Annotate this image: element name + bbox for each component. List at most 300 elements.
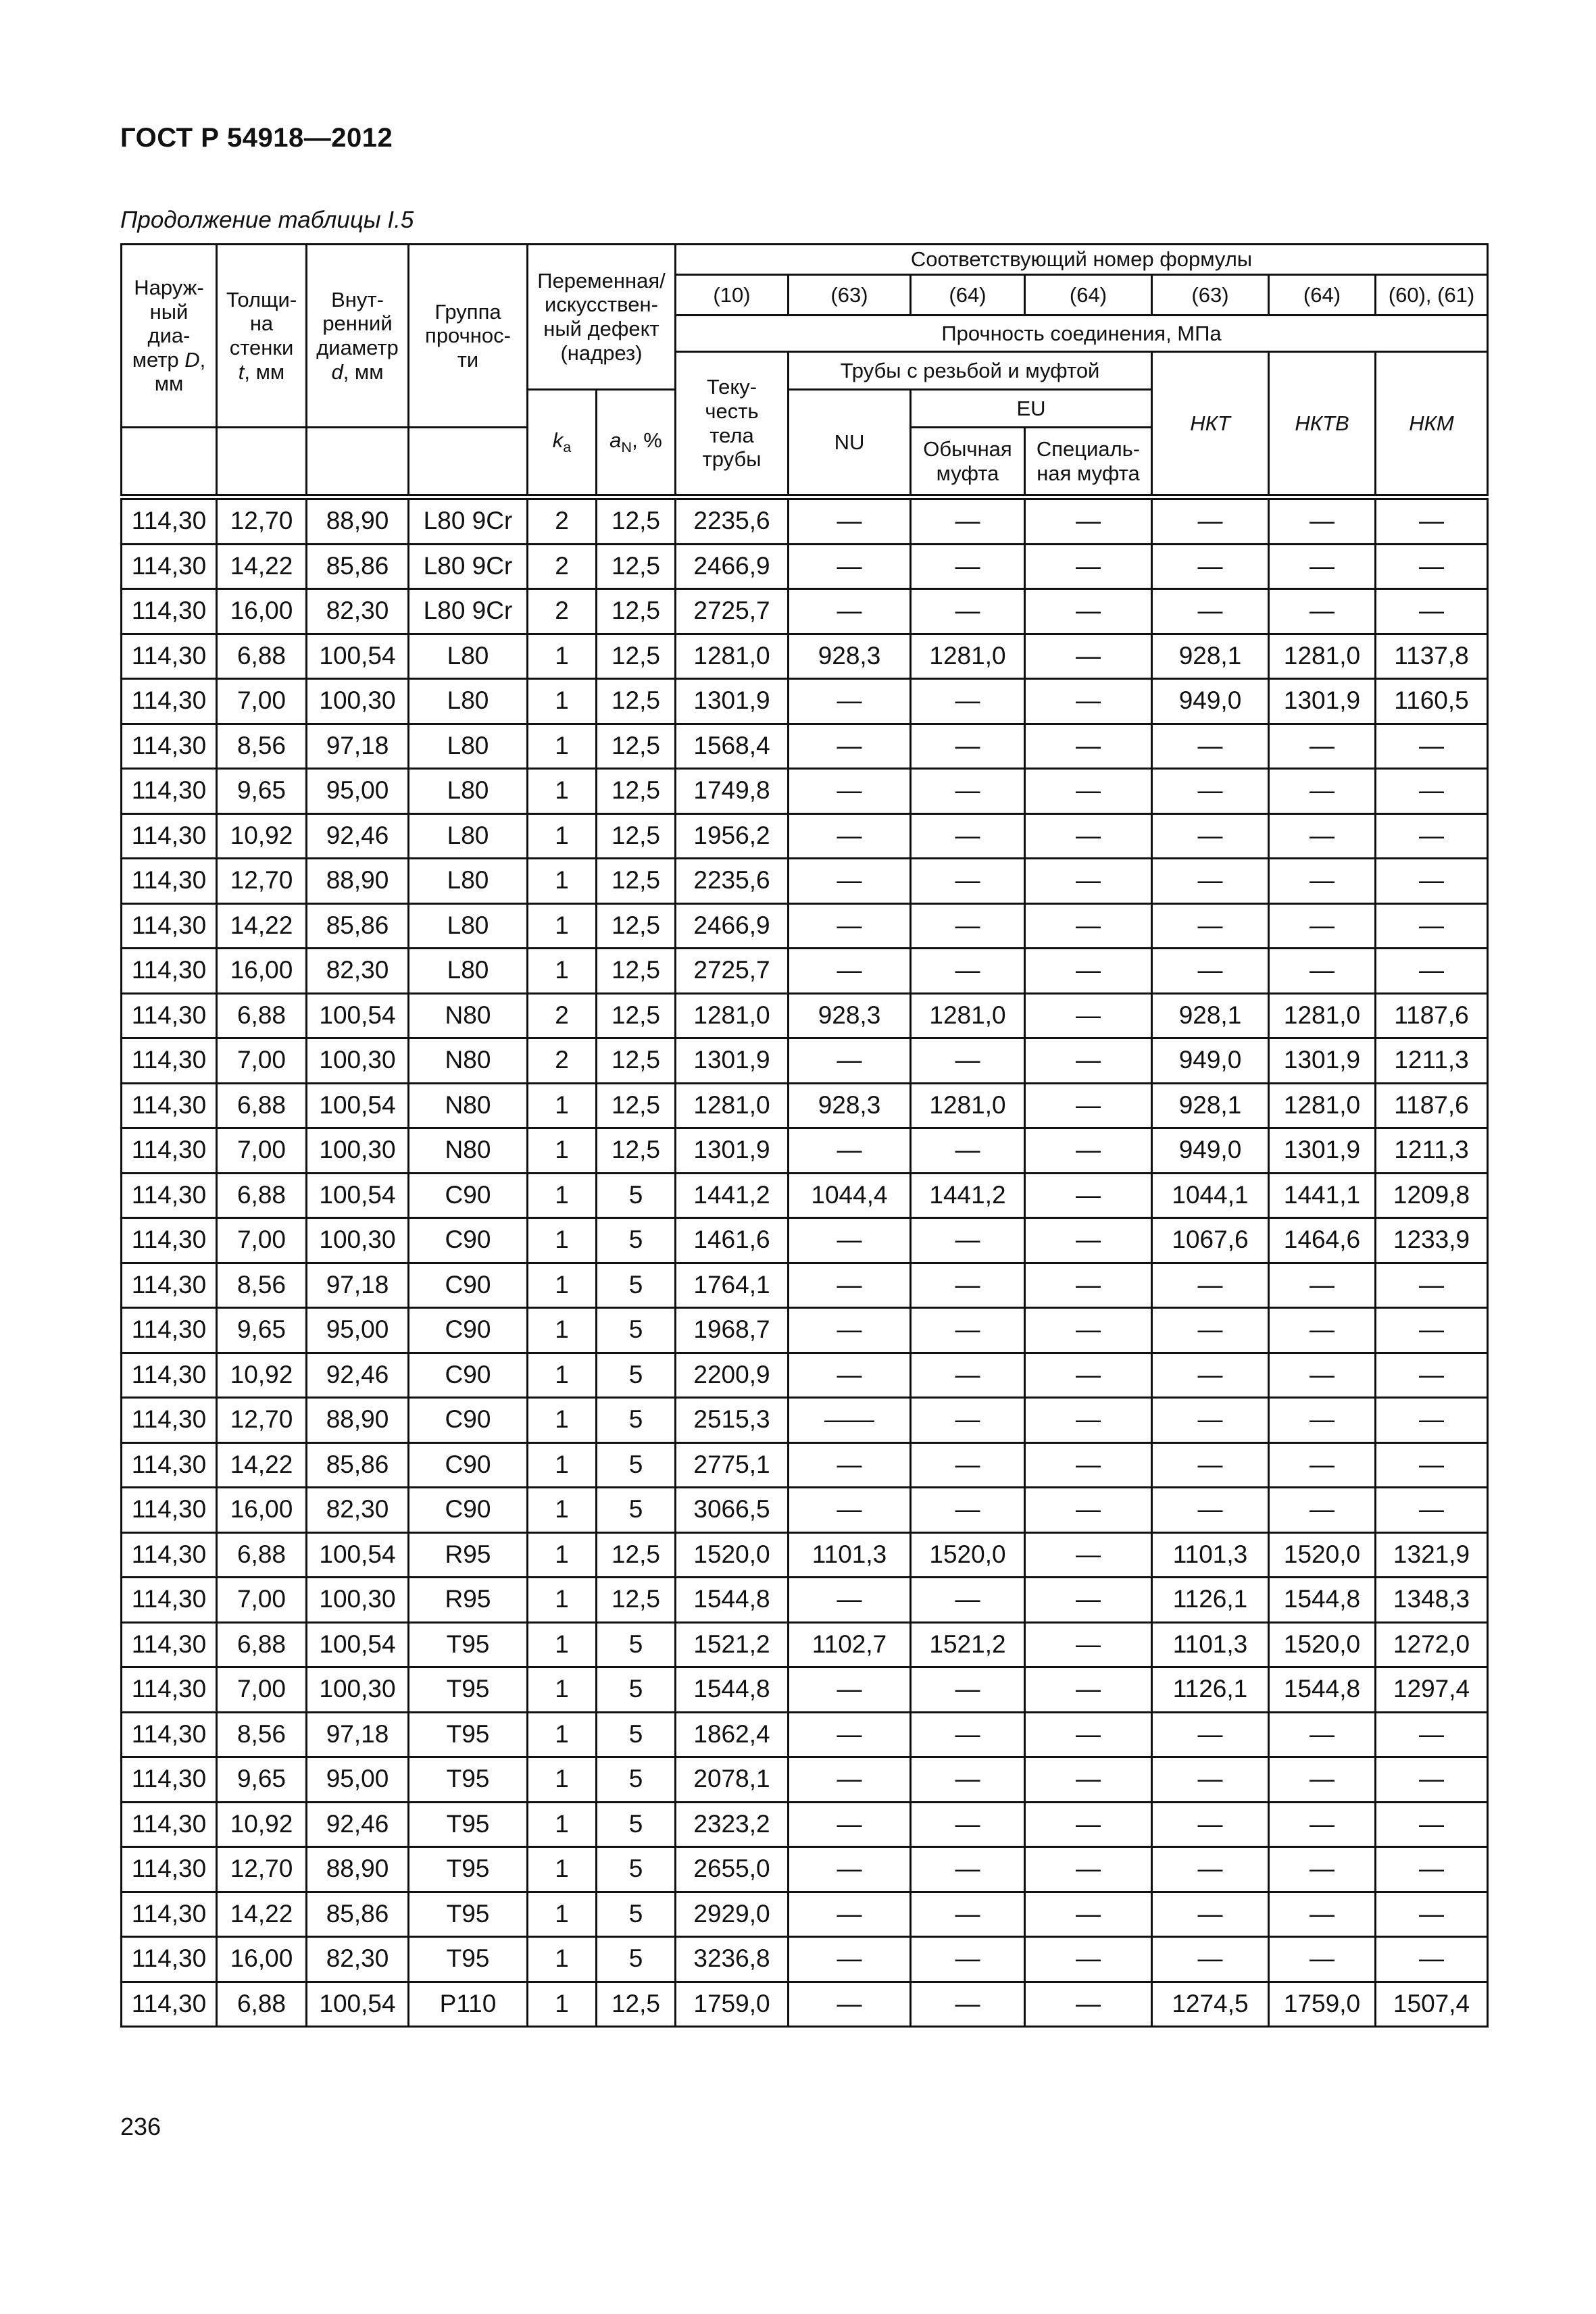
table-cell: 114,30 [122, 1892, 217, 1937]
table-row [122, 1578, 1488, 1623]
table-cell: 5 [597, 1488, 676, 1533]
table-cell: 1348,3 [1376, 1578, 1488, 1623]
table-cell: 5 [597, 1892, 676, 1937]
table-cell: 6,88 [217, 993, 307, 1038]
table-row [122, 544, 1488, 589]
table-cell: 1233,9 [1376, 1218, 1488, 1263]
table-row [122, 813, 1488, 859]
header-eu-special: Специаль- ная муфта [1025, 428, 1152, 497]
table-cell: 114,30 [122, 1847, 217, 1892]
table-cell: — [1025, 1263, 1152, 1308]
table-row [122, 1398, 1488, 1443]
table-cell: — [1152, 544, 1269, 589]
table-cell: C90 [409, 1353, 528, 1398]
table-cell: 2929,0 [676, 1892, 789, 1937]
table-cell: — [1152, 769, 1269, 814]
table-cell: L80 9Cr [409, 544, 528, 589]
table-cell: 8,56 [217, 1712, 307, 1757]
table-cell: 1211,3 [1376, 1128, 1488, 1174]
table-cell: 12,5 [597, 1038, 676, 1084]
table-cell: 82,30 [307, 949, 409, 994]
table-cell: 2323,2 [676, 1802, 789, 1847]
table-cell: — [1025, 1667, 1152, 1713]
table-cell: 949,0 [1152, 1128, 1269, 1174]
table-cell: 1 [528, 859, 597, 904]
table-cell: 12,5 [597, 497, 676, 545]
table-cell: 2078,1 [676, 1757, 789, 1803]
table-cell: 1 [528, 1667, 597, 1713]
table-cell: 1281,0 [1269, 993, 1376, 1038]
table-cell: N80 [409, 1128, 528, 1174]
table-cell: — [1269, 903, 1376, 949]
table-cell: — [789, 769, 911, 814]
table-cell: 82,30 [307, 1488, 409, 1533]
table-cell: 1464,6 [1269, 1218, 1376, 1263]
table-cell: — [1269, 1937, 1376, 1982]
table-cell: 114,30 [122, 993, 217, 1038]
table-cell: 1301,9 [676, 1038, 789, 1084]
table-cell: 100,54 [307, 993, 409, 1038]
table-cell: 114,30 [122, 1442, 217, 1488]
table-cell: 949,0 [1152, 1038, 1269, 1084]
table-cell: 1 [528, 1353, 597, 1398]
table-cell: N80 [409, 1038, 528, 1084]
table-cell: 114,30 [122, 1757, 217, 1803]
table-cell: 2 [528, 993, 597, 1038]
table-cell: 82,30 [307, 1937, 409, 1982]
table-cell: 1272,0 [1376, 1622, 1488, 1667]
table-cell: — [1152, 813, 1269, 859]
table-cell: — [911, 903, 1025, 949]
table-cell: 114,30 [122, 1263, 217, 1308]
table-cell: — [789, 1757, 911, 1803]
table-cell: 1 [528, 1578, 597, 1623]
table-cell: — [911, 1442, 1025, 1488]
table-cell: 1281,0 [1269, 634, 1376, 679]
table-cell: 1441,2 [676, 1173, 789, 1218]
table-cell: — [911, 1847, 1025, 1892]
table-cell: 6,88 [217, 1083, 307, 1128]
table-cell: — [1269, 813, 1376, 859]
table-cell: — [1376, 1892, 1488, 1937]
table-cell: 82,30 [307, 589, 409, 634]
table-cell: 1 [528, 634, 597, 679]
table-cell: 5 [597, 1622, 676, 1667]
table-cell: C90 [409, 1263, 528, 1308]
table-cell: — [789, 903, 911, 949]
table-cell: — [1269, 1353, 1376, 1398]
table-cell: 7,00 [217, 1128, 307, 1174]
header-nktv: НКТВ [1269, 352, 1376, 497]
table-cell: 1281,0 [911, 634, 1025, 679]
table-row [122, 1622, 1488, 1667]
table-cell: 7,00 [217, 1038, 307, 1084]
table-cell: — [789, 1712, 911, 1757]
header-stub-4 [409, 428, 528, 497]
table-cell: 100,54 [307, 1083, 409, 1128]
table-cell: 1301,9 [1269, 1038, 1376, 1084]
table-cell: 1101,3 [1152, 1532, 1269, 1578]
table-cell: — [1025, 1578, 1152, 1623]
table-cell: C90 [409, 1218, 528, 1263]
table-row [122, 1847, 1488, 1892]
table-cell: 2655,0 [676, 1847, 789, 1892]
table-cell: 2200,9 [676, 1353, 789, 1398]
table-row [122, 634, 1488, 679]
table-cell: 5 [597, 1802, 676, 1847]
table-cell: 12,5 [597, 993, 676, 1038]
table-cell: C90 [409, 1308, 528, 1353]
table-cell: 6,88 [217, 1173, 307, 1218]
table-cell: 92,46 [307, 1802, 409, 1847]
table-row [122, 1757, 1488, 1803]
table-cell: — [1025, 1488, 1152, 1533]
table-cell: 16,00 [217, 1488, 307, 1533]
table-cell: — [1152, 1847, 1269, 1892]
table-cell: — [911, 1712, 1025, 1757]
table-cell: 6,88 [217, 634, 307, 679]
table-cell: — [1376, 1847, 1488, 1892]
table-cell: T95 [409, 1892, 528, 1937]
header-nkt: НКТ [1152, 352, 1269, 497]
header-inner-diameter: Внут- ренний диаметр d, мм [307, 245, 409, 428]
table-cell: L80 9Cr [409, 589, 528, 634]
table-cell: 5 [597, 1442, 676, 1488]
table-cell: 928,1 [1152, 634, 1269, 679]
table-cell: — [1269, 1802, 1376, 1847]
table-cell: 1301,9 [1269, 1128, 1376, 1174]
table-cell: 12,70 [217, 497, 307, 545]
table-cell: 114,30 [122, 949, 217, 994]
table-cell: 2725,7 [676, 589, 789, 634]
table-cell: — [1025, 813, 1152, 859]
table-cell: — [1269, 1398, 1376, 1443]
table-cell: 1301,9 [1269, 679, 1376, 724]
table-cell: 114,30 [122, 1622, 217, 1667]
table-cell: — [1269, 544, 1376, 589]
table-cell: 1321,9 [1376, 1532, 1488, 1578]
table-cell: 1544,8 [676, 1667, 789, 1713]
table-cell: 1187,6 [1376, 993, 1488, 1038]
table-cell: 1507,4 [1376, 1982, 1488, 2027]
header-formula-7: (60), (61) [1376, 275, 1488, 316]
table-cell: L80 [409, 859, 528, 904]
table-cell: — [1025, 1712, 1152, 1757]
table-cell: 5 [597, 1398, 676, 1443]
table-cell: 1521,2 [911, 1622, 1025, 1667]
table-row [122, 1263, 1488, 1308]
table-cell: — [789, 679, 911, 724]
table-cell: — [1376, 949, 1488, 994]
table-cell: 92,46 [307, 813, 409, 859]
table-cell: 1 [528, 679, 597, 724]
table-cell: — [1376, 1757, 1488, 1803]
table-cell: 1101,3 [1152, 1622, 1269, 1667]
table-cell: — [1152, 1892, 1269, 1937]
table-cell: 16,00 [217, 949, 307, 994]
table-cell: — [1025, 1757, 1152, 1803]
table-cell: 114,30 [122, 1578, 217, 1623]
table-cell: — [789, 1488, 911, 1533]
header-yield: Теку- честь тела трубы [676, 352, 789, 497]
table-cell: 100,54 [307, 1532, 409, 1578]
table-cell: — [1376, 589, 1488, 634]
table-cell: 1544,8 [1269, 1667, 1376, 1713]
table-cell: 928,3 [789, 993, 911, 1038]
table-cell: — [1376, 813, 1488, 859]
table-cell: — [1152, 1308, 1269, 1353]
table-cell: 114,30 [122, 1218, 217, 1263]
table-cell: — [911, 1488, 1025, 1533]
header-stub-1 [122, 428, 217, 497]
table-cell: L80 [409, 949, 528, 994]
table-cell: — [1269, 497, 1376, 545]
table-cell: — [789, 1982, 911, 2027]
table-cell: — [1152, 1442, 1269, 1488]
table-cell: — [789, 1847, 911, 1892]
table-cell: — [911, 813, 1025, 859]
table-cell: 114,30 [122, 1308, 217, 1353]
table-row [122, 1532, 1488, 1578]
table-cell: 1764,1 [676, 1263, 789, 1308]
table-cell: 1544,8 [676, 1578, 789, 1623]
table-row [122, 1937, 1488, 1982]
table-body [122, 497, 1488, 2027]
table-cell: 1 [528, 813, 597, 859]
table-cell: — [1269, 1712, 1376, 1757]
table-cell: — [1025, 903, 1152, 949]
table-cell: 114,30 [122, 497, 217, 545]
table-cell: — [1025, 544, 1152, 589]
table-cell: 97,18 [307, 724, 409, 769]
table-cell: 1 [528, 1398, 597, 1443]
table-cell: 2725,7 [676, 949, 789, 994]
document-title: ГОСТ Р 54918—2012 [120, 123, 393, 153]
table-row [122, 679, 1488, 724]
table-cell: 1281,0 [676, 634, 789, 679]
table-cell: 6,88 [217, 1982, 307, 2027]
table-cell: — [789, 1442, 911, 1488]
table-cell: — [911, 1038, 1025, 1084]
table-row [122, 1802, 1488, 1847]
table-cell: — [1376, 1802, 1488, 1847]
table-cell: — [789, 497, 911, 545]
table-cell: — [789, 1263, 911, 1308]
table-cell: — [911, 949, 1025, 994]
table-cell: — [911, 1802, 1025, 1847]
table-cell: 2 [528, 497, 597, 545]
table-cell: 1862,4 [676, 1712, 789, 1757]
table-cell: 5 [597, 1712, 676, 1757]
table-cell: 8,56 [217, 724, 307, 769]
table-cell: 1281,0 [911, 993, 1025, 1038]
table-cell: 1101,3 [789, 1532, 911, 1578]
table-cell: — [1025, 1982, 1152, 2027]
table-cell: — [1025, 859, 1152, 904]
table-cell: 114,30 [122, 634, 217, 679]
table-cell: 1520,0 [676, 1532, 789, 1578]
header-threaded: Трубы с резьбой и муфтой [789, 352, 1152, 390]
table-cell: — [911, 589, 1025, 634]
table-cell: 12,5 [597, 544, 676, 589]
table-cell: 1160,5 [1376, 679, 1488, 724]
table-cell: 1441,1 [1269, 1173, 1376, 1218]
table-cell: 114,30 [122, 679, 217, 724]
table-cell: 1461,6 [676, 1218, 789, 1263]
table-header [122, 245, 1488, 497]
table-cell: 1 [528, 1218, 597, 1263]
header-stub-3 [307, 428, 409, 497]
table-cell: 2466,9 [676, 903, 789, 949]
table-cell: 1126,1 [1152, 1667, 1269, 1713]
table-cell: 114,30 [122, 1083, 217, 1128]
table-cell: — [1376, 1263, 1488, 1308]
table-cell: — [1269, 769, 1376, 814]
table-cell: 1 [528, 1892, 597, 1937]
table-row [122, 1982, 1488, 2027]
table-cell: 12,70 [217, 1398, 307, 1443]
table-cell: T95 [409, 1937, 528, 1982]
table-cell: — [1025, 1128, 1152, 1174]
table-cell: 85,86 [307, 903, 409, 949]
table-cell: 2235,6 [676, 497, 789, 545]
table-row [122, 1128, 1488, 1174]
table-row [122, 1218, 1488, 1263]
table-cell: 1281,0 [911, 1083, 1025, 1128]
table-cell: — [1376, 769, 1488, 814]
table-cell: 114,30 [122, 1038, 217, 1084]
table-cell: 1 [528, 1488, 597, 1533]
table-cell: — [1025, 1083, 1152, 1128]
table-cell: 114,30 [122, 1353, 217, 1398]
table-cell: — [1025, 1937, 1152, 1982]
table-cell: — [1269, 949, 1376, 994]
table-cell: 95,00 [307, 1308, 409, 1353]
table-cell: 1209,8 [1376, 1173, 1488, 1218]
table-cell: 12,5 [597, 724, 676, 769]
table-cell: — [789, 859, 911, 904]
table-cell: 1544,8 [1269, 1578, 1376, 1623]
table-cell: 1520,0 [1269, 1622, 1376, 1667]
table-cell: 9,65 [217, 1308, 307, 1353]
table-cell: 1 [528, 1532, 597, 1578]
table-cell: 5 [597, 1353, 676, 1398]
table-cell: 1 [528, 769, 597, 814]
table-cell: — [911, 1398, 1025, 1443]
table-cell: — [1152, 1488, 1269, 1533]
table-cell: T95 [409, 1667, 528, 1713]
table-cell: — [1152, 1353, 1269, 1398]
table-cell: 114,30 [122, 1173, 217, 1218]
table-cell: 1 [528, 1263, 597, 1308]
table-caption: Продолжение таблицы I.5 [120, 207, 414, 233]
table-cell: L80 [409, 634, 528, 679]
table-cell: 100,30 [307, 1667, 409, 1713]
table-cell: — [1025, 1847, 1152, 1892]
table-cell: 1 [528, 1173, 597, 1218]
table-row [122, 1667, 1488, 1713]
table-cell: — [1269, 589, 1376, 634]
table-cell: 10,92 [217, 1353, 307, 1398]
table-cell: — [789, 544, 911, 589]
table-cell: 1968,7 [676, 1308, 789, 1353]
table-cell: — [789, 589, 911, 634]
table-cell: 88,90 [307, 497, 409, 545]
table-cell: — [789, 1353, 911, 1398]
table-cell: 100,54 [307, 634, 409, 679]
table-cell: — [911, 1218, 1025, 1263]
table-cell: — [1152, 903, 1269, 949]
table-cell: 7,00 [217, 679, 307, 724]
table-cell: 12,5 [597, 903, 676, 949]
table-cell: 1211,3 [1376, 1038, 1488, 1084]
table-cell: 10,92 [217, 1802, 307, 1847]
table-cell: 14,22 [217, 903, 307, 949]
table-cell: 1 [528, 1308, 597, 1353]
table-cell: 928,1 [1152, 993, 1269, 1038]
table-row [122, 1038, 1488, 1084]
table-cell: 8,56 [217, 1263, 307, 1308]
table-cell: T95 [409, 1757, 528, 1803]
table-cell: — [1025, 1038, 1152, 1084]
table-cell: — [789, 1578, 911, 1623]
table-cell: — [789, 1892, 911, 1937]
table-cell: 88,90 [307, 1398, 409, 1443]
table-cell: — [1152, 1757, 1269, 1803]
table-cell: 114,30 [122, 1532, 217, 1578]
table-cell: 12,5 [597, 679, 676, 724]
header-strength-group: Группа прочнос- ти [409, 245, 528, 428]
table-cell: 5 [597, 1218, 676, 1263]
table-cell: N80 [409, 1083, 528, 1128]
table-row [122, 1712, 1488, 1757]
table-cell: — [1376, 903, 1488, 949]
table-cell: R95 [409, 1578, 528, 1623]
table-cell: 88,90 [307, 1847, 409, 1892]
table-cell: 2775,1 [676, 1442, 789, 1488]
table-cell: 16,00 [217, 1937, 307, 1982]
table-cell: — [789, 1937, 911, 1982]
data-table [120, 243, 1489, 2028]
table-cell: 7,00 [217, 1578, 307, 1623]
table-cell: — [1025, 1892, 1152, 1937]
table-cell: — [1152, 497, 1269, 545]
table-cell: 1274,5 [1152, 1982, 1269, 2027]
table-cell: — [789, 949, 911, 994]
table-cell: 1520,0 [1269, 1532, 1376, 1578]
table-cell: — [911, 1128, 1025, 1174]
table-cell: 928,3 [789, 634, 911, 679]
table-cell: 1067,6 [1152, 1218, 1269, 1263]
table-cell: 928,3 [789, 1083, 911, 1128]
table-cell: — [911, 859, 1025, 904]
table-cell: — [1025, 1218, 1152, 1263]
table-cell: — [1152, 589, 1269, 634]
table-cell: — [1025, 1173, 1152, 1218]
table-cell: — [1269, 1442, 1376, 1488]
table-cell: 9,65 [217, 769, 307, 814]
header-formula-2: (63) [789, 275, 911, 316]
table-cell: 5 [597, 1757, 676, 1803]
table-cell: 3066,5 [676, 1488, 789, 1533]
table-cell: — [1025, 1308, 1152, 1353]
table-cell: 7,00 [217, 1218, 307, 1263]
table-cell: T95 [409, 1847, 528, 1892]
table-cell: — [1025, 1802, 1152, 1847]
table-cell: T95 [409, 1802, 528, 1847]
table-cell: 5 [597, 1308, 676, 1353]
table-row [122, 769, 1488, 814]
